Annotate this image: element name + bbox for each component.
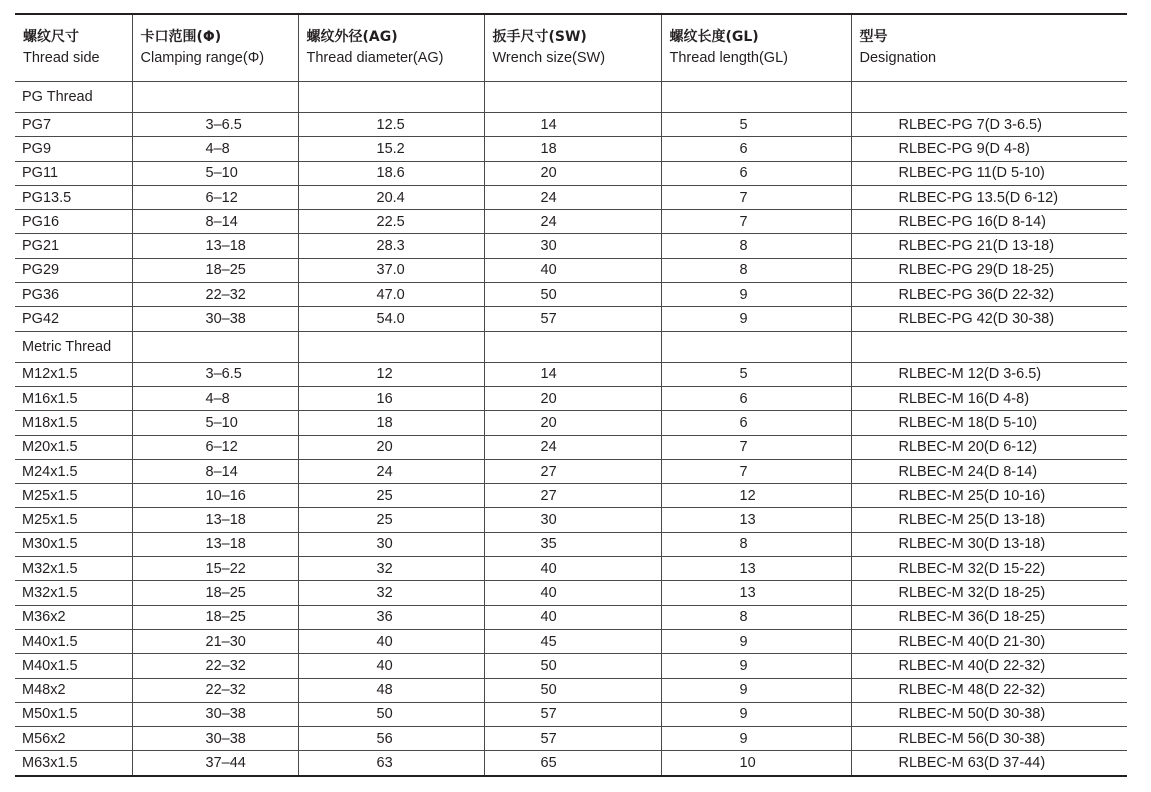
cell-wrench-size: 57: [484, 702, 661, 726]
cell-thread-diameter: 30: [298, 532, 484, 556]
cell-thread-diameter: 20: [298, 435, 484, 459]
cell-designation: RLBEC-PG 13.5(D 6-12): [851, 185, 1127, 209]
cell-thread-length: 6: [661, 161, 851, 185]
cell-thread-diameter: 32: [298, 557, 484, 581]
cell-thread-length: 7: [661, 435, 851, 459]
cell-thread-length: 8: [661, 605, 851, 629]
cell-thread-length: 9: [661, 678, 851, 702]
cell-thread-length: 5: [661, 362, 851, 386]
cell-wrench-size: 14: [484, 113, 661, 137]
section-row: [15, 82, 1127, 113]
table-row: [15, 283, 1127, 307]
cell-thread-diameter: 20.4: [298, 185, 484, 209]
table-row: [15, 751, 1127, 776]
table-row: [15, 557, 1127, 581]
spec-table: [15, 13, 1127, 777]
table-row: [15, 185, 1127, 209]
table-row: [15, 161, 1127, 185]
section-empty-cell: [484, 331, 661, 362]
cell-clamping-range: 18–25: [132, 581, 298, 605]
table-row: [15, 459, 1127, 483]
cell-designation: RLBEC-M 56(D 30-38): [851, 727, 1127, 751]
table-row: [15, 386, 1127, 410]
cell-clamping-range: 13–18: [132, 532, 298, 556]
cell-designation: RLBEC-M 36(D 18-25): [851, 605, 1127, 629]
table-row: [15, 362, 1127, 386]
cell-clamping-range: 10–16: [132, 484, 298, 508]
cell-thread-diameter: 22.5: [298, 210, 484, 234]
cell-thread-length: 8: [661, 532, 851, 556]
header-thread-side-en: Thread side: [23, 50, 100, 66]
cell-thread-side: M48x2: [15, 678, 132, 702]
section-title: PG Thread: [15, 82, 132, 113]
cell-designation: RLBEC-PG 42(D 30-38): [851, 307, 1127, 331]
cell-thread-diameter: 18.6: [298, 161, 484, 185]
table-row: [15, 234, 1127, 258]
cell-thread-side: M25x1.5: [15, 508, 132, 532]
cell-thread-side: M32x1.5: [15, 581, 132, 605]
cell-designation: RLBEC-M 18(D 5-10): [851, 411, 1127, 435]
cell-thread-diameter: 40: [298, 629, 484, 653]
table-row: [15, 307, 1127, 331]
cell-wrench-size: 18: [484, 137, 661, 161]
cell-thread-diameter: 37.0: [298, 258, 484, 282]
cell-thread-side: M40x1.5: [15, 629, 132, 653]
cell-wrench-size: 27: [484, 459, 661, 483]
cell-wrench-size: 45: [484, 629, 661, 653]
table-row: [15, 629, 1127, 653]
cell-thread-side: M30x1.5: [15, 532, 132, 556]
cell-thread-diameter: 12: [298, 362, 484, 386]
cell-thread-length: 9: [661, 629, 851, 653]
cell-wrench-size: 40: [484, 258, 661, 282]
header-clamping-range-zh: 卡口范围(Φ): [140, 29, 222, 45]
cell-thread-side: M12x1.5: [15, 362, 132, 386]
cell-designation: RLBEC-M 24(D 8-14): [851, 459, 1127, 483]
cell-thread-length: 9: [661, 727, 851, 751]
cell-clamping-range: 4–8: [132, 137, 298, 161]
cell-thread-side: M18x1.5: [15, 411, 132, 435]
cell-wrench-size: 20: [484, 161, 661, 185]
cell-thread-length: 7: [661, 459, 851, 483]
header-thread-diameter-en: Thread diameter(AG): [306, 50, 444, 66]
section-empty-cell: [132, 331, 298, 362]
cell-clamping-range: 3–6.5: [132, 362, 298, 386]
cell-thread-diameter: 47.0: [298, 283, 484, 307]
cell-thread-diameter: 25: [298, 508, 484, 532]
cell-designation: RLBEC-M 40(D 21-30): [851, 629, 1127, 653]
cell-thread-diameter: 40: [298, 654, 484, 678]
cell-thread-side: PG29: [15, 258, 132, 282]
cell-thread-side: M24x1.5: [15, 459, 132, 483]
cell-thread-length: 13: [661, 581, 851, 605]
cell-thread-length: 8: [661, 234, 851, 258]
table-row: [15, 210, 1127, 234]
cell-wrench-size: 24: [484, 185, 661, 209]
cell-thread-side: PG16: [15, 210, 132, 234]
cell-designation: RLBEC-M 40(D 22-32): [851, 654, 1127, 678]
cell-thread-side: PG42: [15, 307, 132, 331]
cell-wrench-size: 57: [484, 307, 661, 331]
table-row: [15, 654, 1127, 678]
cell-clamping-range: 22–32: [132, 283, 298, 307]
cell-designation: RLBEC-M 48(D 22-32): [851, 678, 1127, 702]
header-clamping-range: [132, 14, 298, 82]
header-thread-diameter: [298, 14, 484, 82]
cell-thread-side: PG36: [15, 283, 132, 307]
header-wrench-size: [484, 14, 661, 82]
section-empty-cell: [851, 331, 1127, 362]
cell-clamping-range: 13–18: [132, 508, 298, 532]
cell-wrench-size: 65: [484, 751, 661, 776]
cell-wrench-size: 24: [484, 435, 661, 459]
cell-wrench-size: 40: [484, 581, 661, 605]
header-wrench-size-en: Wrench size(SW): [492, 50, 606, 66]
cell-thread-diameter: 28.3: [298, 234, 484, 258]
cell-wrench-size: 50: [484, 678, 661, 702]
cell-wrench-size: 40: [484, 557, 661, 581]
cell-thread-side: PG9: [15, 137, 132, 161]
cell-designation: RLBEC-PG 11(D 5-10): [851, 161, 1127, 185]
cell-thread-diameter: 16: [298, 386, 484, 410]
section-row: [15, 331, 1127, 362]
cell-wrench-size: 27: [484, 484, 661, 508]
cell-wrench-size: 24: [484, 210, 661, 234]
cell-thread-side: M25x1.5: [15, 484, 132, 508]
section-empty-cell: [851, 82, 1127, 113]
header-thread-diameter-zh: 螺纹外径(AG): [306, 29, 398, 45]
table-row: [15, 484, 1127, 508]
cell-thread-length: 6: [661, 386, 851, 410]
cell-thread-length: 9: [661, 654, 851, 678]
table-row: [15, 258, 1127, 282]
cell-designation: RLBEC-PG 21(D 13-18): [851, 234, 1127, 258]
cell-designation: RLBEC-PG 16(D 8-14): [851, 210, 1127, 234]
header-thread-length: [661, 14, 851, 82]
cell-wrench-size: 14: [484, 362, 661, 386]
cell-clamping-range: 3–6.5: [132, 113, 298, 137]
cell-clamping-range: 4–8: [132, 386, 298, 410]
section-empty-cell: [298, 82, 484, 113]
header-thread-length-en: Thread length(GL): [669, 50, 788, 66]
section-empty-cell: [661, 82, 851, 113]
cell-clamping-range: 8–14: [132, 210, 298, 234]
table-row: [15, 581, 1127, 605]
header-designation-zh: 型号: [859, 29, 888, 45]
header-wrench-size-zh: 扳手尺寸(SW): [492, 29, 587, 45]
cell-designation: RLBEC-PG 36(D 22-32): [851, 283, 1127, 307]
table-row: [15, 508, 1127, 532]
table-row: [15, 727, 1127, 751]
section-empty-cell: [661, 331, 851, 362]
section-title: Metric Thread: [15, 331, 132, 362]
cell-thread-diameter: 18: [298, 411, 484, 435]
header-thread-side: [15, 14, 132, 82]
cell-clamping-range: 18–25: [132, 258, 298, 282]
header-thread-side-zh: 螺纹尺寸: [23, 29, 79, 45]
cell-thread-diameter: 36: [298, 605, 484, 629]
table-body: [15, 82, 1127, 776]
cell-clamping-range: 30–38: [132, 702, 298, 726]
cell-clamping-range: 18–25: [132, 605, 298, 629]
cell-wrench-size: 57: [484, 727, 661, 751]
cell-clamping-range: 22–32: [132, 654, 298, 678]
cell-thread-length: 8: [661, 258, 851, 282]
table-row: [15, 532, 1127, 556]
cell-thread-length: 7: [661, 210, 851, 234]
table-row: [15, 678, 1127, 702]
cell-wrench-size: 30: [484, 234, 661, 258]
cell-designation: RLBEC-M 32(D 18-25): [851, 581, 1127, 605]
cell-thread-length: 10: [661, 751, 851, 776]
cell-clamping-range: 6–12: [132, 185, 298, 209]
cell-designation: RLBEC-M 25(D 10-16): [851, 484, 1127, 508]
cell-thread-side: M32x1.5: [15, 557, 132, 581]
cell-clamping-range: 30–38: [132, 307, 298, 331]
table-row: [15, 435, 1127, 459]
cell-wrench-size: 20: [484, 386, 661, 410]
cell-clamping-range: 8–14: [132, 459, 298, 483]
cell-designation: RLBEC-M 32(D 15-22): [851, 557, 1127, 581]
cell-thread-length: 7: [661, 185, 851, 209]
cell-thread-length: 13: [661, 508, 851, 532]
cell-thread-diameter: 12.5: [298, 113, 484, 137]
cell-thread-side: PG11: [15, 161, 132, 185]
cell-designation: RLBEC-PG 7(D 3-6.5): [851, 113, 1127, 137]
cell-designation: RLBEC-M 25(D 13-18): [851, 508, 1127, 532]
cell-thread-side: M56x2: [15, 727, 132, 751]
cell-thread-length: 13: [661, 557, 851, 581]
cell-thread-diameter: 63: [298, 751, 484, 776]
cell-wrench-size: 20: [484, 411, 661, 435]
table-row: [15, 137, 1127, 161]
cell-wrench-size: 30: [484, 508, 661, 532]
cell-thread-length: 6: [661, 411, 851, 435]
cell-thread-length: 6: [661, 137, 851, 161]
cell-wrench-size: 40: [484, 605, 661, 629]
cell-designation: RLBEC-M 30(D 13-18): [851, 532, 1127, 556]
cell-clamping-range: 6–12: [132, 435, 298, 459]
cell-designation: RLBEC-PG 29(D 18-25): [851, 258, 1127, 282]
cell-designation: RLBEC-M 63(D 37-44): [851, 751, 1127, 776]
cell-thread-side: M50x1.5: [15, 702, 132, 726]
cell-thread-diameter: 54.0: [298, 307, 484, 331]
cell-thread-length: 9: [661, 283, 851, 307]
header-thread-length-zh: 螺纹长度(GL): [669, 29, 759, 45]
table-row: [15, 411, 1127, 435]
cell-thread-diameter: 15.2: [298, 137, 484, 161]
header-clamping-range-en: Clamping range(Φ): [140, 50, 265, 66]
cell-clamping-range: 37–44: [132, 751, 298, 776]
header-designation: [851, 14, 1127, 82]
cell-thread-side: M63x1.5: [15, 751, 132, 776]
cell-thread-side: M16x1.5: [15, 386, 132, 410]
section-empty-cell: [298, 331, 484, 362]
table-row: [15, 702, 1127, 726]
header-row: [15, 14, 1127, 82]
cell-thread-length: 12: [661, 484, 851, 508]
cell-wrench-size: 50: [484, 654, 661, 678]
cell-clamping-range: 5–10: [132, 161, 298, 185]
cell-thread-length: 5: [661, 113, 851, 137]
cell-wrench-size: 35: [484, 532, 661, 556]
cell-designation: RLBEC-M 50(D 30-38): [851, 702, 1127, 726]
table-row: [15, 113, 1127, 137]
cell-thread-diameter: 24: [298, 459, 484, 483]
cell-thread-length: 9: [661, 702, 851, 726]
table-row: [15, 605, 1127, 629]
cell-thread-diameter: 32: [298, 581, 484, 605]
cell-wrench-size: 50: [484, 283, 661, 307]
cell-designation: RLBEC-M 20(D 6-12): [851, 435, 1127, 459]
cell-designation: RLBEC-PG 9(D 4-8): [851, 137, 1127, 161]
cell-clamping-range: 22–32: [132, 678, 298, 702]
cell-thread-diameter: 56: [298, 727, 484, 751]
cell-thread-side: M20x1.5: [15, 435, 132, 459]
cell-thread-diameter: 25: [298, 484, 484, 508]
cell-thread-side: PG21: [15, 234, 132, 258]
cell-thread-diameter: 50: [298, 702, 484, 726]
cell-thread-side: M36x2: [15, 605, 132, 629]
cell-clamping-range: 15–22: [132, 557, 298, 581]
header-designation-en: Designation: [859, 50, 937, 66]
cell-clamping-range: 21–30: [132, 629, 298, 653]
cell-clamping-range: 30–38: [132, 727, 298, 751]
cell-thread-side: PG13.5: [15, 185, 132, 209]
cell-thread-side: M40x1.5: [15, 654, 132, 678]
cell-designation: RLBEC-M 12(D 3-6.5): [851, 362, 1127, 386]
cell-clamping-range: 5–10: [132, 411, 298, 435]
cell-thread-length: 9: [661, 307, 851, 331]
cell-designation: RLBEC-M 16(D 4-8): [851, 386, 1127, 410]
section-empty-cell: [132, 82, 298, 113]
cell-clamping-range: 13–18: [132, 234, 298, 258]
section-empty-cell: [484, 82, 661, 113]
cell-thread-diameter: 48: [298, 678, 484, 702]
cell-thread-side: PG7: [15, 113, 132, 137]
